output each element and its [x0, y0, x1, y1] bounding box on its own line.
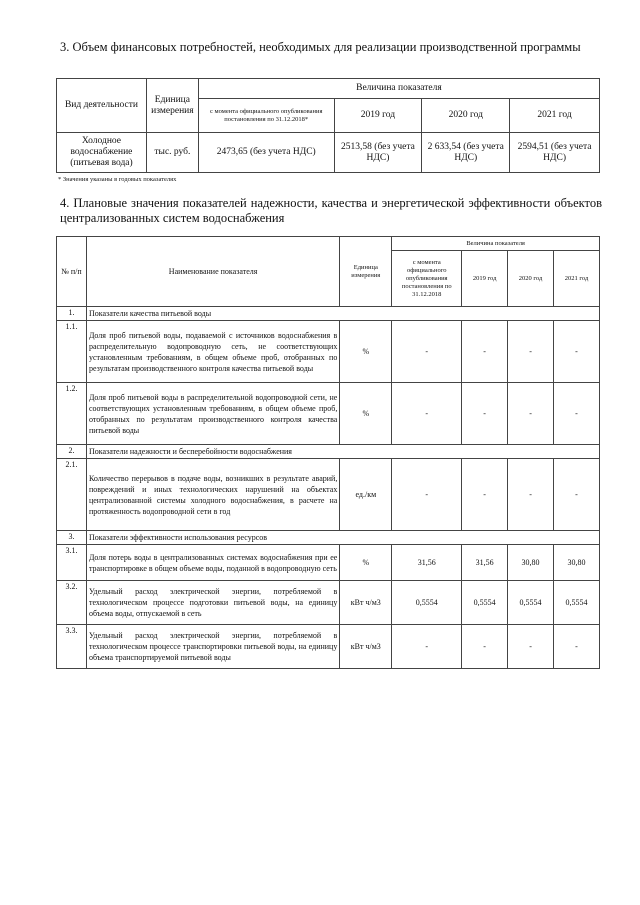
- value-2020: -: [508, 625, 554, 669]
- indicator-unit: %: [340, 321, 392, 383]
- row-number: 2.: [57, 445, 87, 459]
- col-value-header: Величина показателя: [198, 79, 599, 99]
- indicator-unit: ед./км: [340, 459, 392, 531]
- header-2020: 2020 год: [508, 251, 554, 307]
- indicator-row: [57, 321, 600, 383]
- value-2020: -: [508, 459, 554, 531]
- row-number: 3.: [57, 531, 87, 545]
- value-since: -: [392, 383, 462, 445]
- indicator-name: Доля потерь воды в централизованных системах водоснабжения при ее транспортировке в общем объеме воды, поданной в водопроводную сеть: [86, 545, 339, 581]
- section-title: Показатели надежности и бесперебойности водоснабжения: [86, 445, 599, 459]
- indicator-unit: кВт ч/м3: [340, 625, 392, 669]
- col-2021-header: 2021 год: [510, 99, 600, 133]
- col-2019-header: 2019 год: [334, 99, 422, 133]
- indicator-unit: %: [340, 545, 392, 581]
- value-2019: -: [462, 625, 508, 669]
- value-2021: 0,5554: [554, 581, 600, 625]
- value-since: 31,56: [392, 545, 462, 581]
- value-since: -: [392, 625, 462, 669]
- indicator-row: [57, 383, 600, 445]
- indicator-row: [57, 459, 600, 531]
- row-unit: тыс. руб.: [146, 133, 198, 173]
- value-2019: -: [462, 321, 508, 383]
- row-activity: Холодное водоснабжение (питьевая вода): [57, 133, 147, 173]
- col-2020-header: 2020 год: [422, 99, 510, 133]
- value-2020: 0,5554: [508, 581, 554, 625]
- header-num: № п/п: [57, 237, 87, 307]
- value-since: 0,5554: [392, 581, 462, 625]
- indicator-name: Доля проб питьевой воды, подаваемой с источников водоснабжения в распределительную водопроводную сеть, не соответствующих установленным требованиям, в общем объеме проб, отобранных по результатам производственного контроля качества питьевой воды: [86, 321, 339, 383]
- row-number: 3.3.: [57, 625, 87, 669]
- col-since-header: с момента официального опубликования постановления по 31.12.2018*: [198, 99, 334, 133]
- value-2019: 31,56: [462, 545, 508, 581]
- section4-heading: 4. Плановые значения показателей надежности, качества и энергетической эффективности объектов централизованных систем водоснабжения: [60, 196, 602, 225]
- value-2020: -: [508, 383, 554, 445]
- section-row: [57, 531, 600, 545]
- col-unit-header: Единица измерения: [146, 79, 198, 133]
- row-2019-value: 2513,58 (без учета НДС): [334, 133, 422, 173]
- section-title: Показатели эффективности использования ресурсов: [86, 531, 599, 545]
- indicator-row: [57, 625, 600, 669]
- header-unit: Единица измерения: [340, 237, 392, 307]
- row-number: 1.: [57, 307, 87, 321]
- row-number: 1.2.: [57, 383, 87, 445]
- value-2020: 30,80: [508, 545, 554, 581]
- header-2019: 2019 год: [462, 251, 508, 307]
- indicator-name: Количество перерывов в подаче воды, возникших в результате аварий, повреждений и иных технологических нарушений на объектах централизованной системы холодного водоснабжения, в расчете на протяженность водопроводной сети в год: [86, 459, 339, 531]
- value-2021: 30,80: [554, 545, 600, 581]
- value-2020: -: [508, 321, 554, 383]
- value-2019: -: [462, 383, 508, 445]
- footnote: * Значения указаны в годовых показателях: [58, 176, 177, 183]
- indicator-unit: кВт ч/м3: [340, 581, 392, 625]
- indicator-row: [57, 581, 600, 625]
- indicator-unit: %: [340, 383, 392, 445]
- col-activity-header: Вид деятельности: [57, 79, 147, 133]
- row-number: 3.1.: [57, 545, 87, 581]
- header-name: Наименование показателя: [86, 237, 339, 307]
- value-2019: 0,5554: [462, 581, 508, 625]
- value-2019: -: [462, 459, 508, 531]
- value-2021: -: [554, 625, 600, 669]
- value-since: -: [392, 459, 462, 531]
- header-2021: 2021 год: [554, 251, 600, 307]
- section-row: [57, 307, 600, 321]
- header-value: Величина показателя: [392, 237, 600, 251]
- financial-needs-table: [56, 78, 600, 173]
- section3-heading: 3. Объем финансовых потребностей, необходимых для реализации производственной программы: [60, 40, 581, 54]
- indicator-name: Удельный расход электрической энергии, потребляемой в технологическом процессе транспортировки питьевой воды, на единицу объема транспортируемой питьевой воды: [86, 625, 339, 669]
- row-number: 3.2.: [57, 581, 87, 625]
- indicator-name: Удельный расход электрической энергии, потребляемой в технологическом процессе подготовки питьевой воды, на единицу объема воды, отпускаемой в сеть: [86, 581, 339, 625]
- row-number: 2.1.: [57, 459, 87, 531]
- value-since: -: [392, 321, 462, 383]
- value-2021: -: [554, 383, 600, 445]
- value-2021: -: [554, 459, 600, 531]
- row-number: 1.1.: [57, 321, 87, 383]
- row-since-value: 2473,65 (без учета НДС): [198, 133, 334, 173]
- indicator-row: [57, 545, 600, 581]
- indicators-table: [56, 236, 600, 669]
- row-2020-value: 2 633,54 (без учета НДС): [422, 133, 510, 173]
- header-since: с момента официального опубликования постановления по 31.12.2018: [392, 251, 462, 307]
- section-row: [57, 445, 600, 459]
- row-2021-value: 2594,51 (без учета НДС): [510, 133, 600, 173]
- section-title: Показатели качества питьевой воды: [86, 307, 599, 321]
- indicator-name: Доля проб питьевой воды в распределительной водопроводной сети, не соответствующих установленным требованиям, в общем объеме проб, отобранных по результатам производственного контроля качества питьевой воды: [86, 383, 339, 445]
- value-2021: -: [554, 321, 600, 383]
